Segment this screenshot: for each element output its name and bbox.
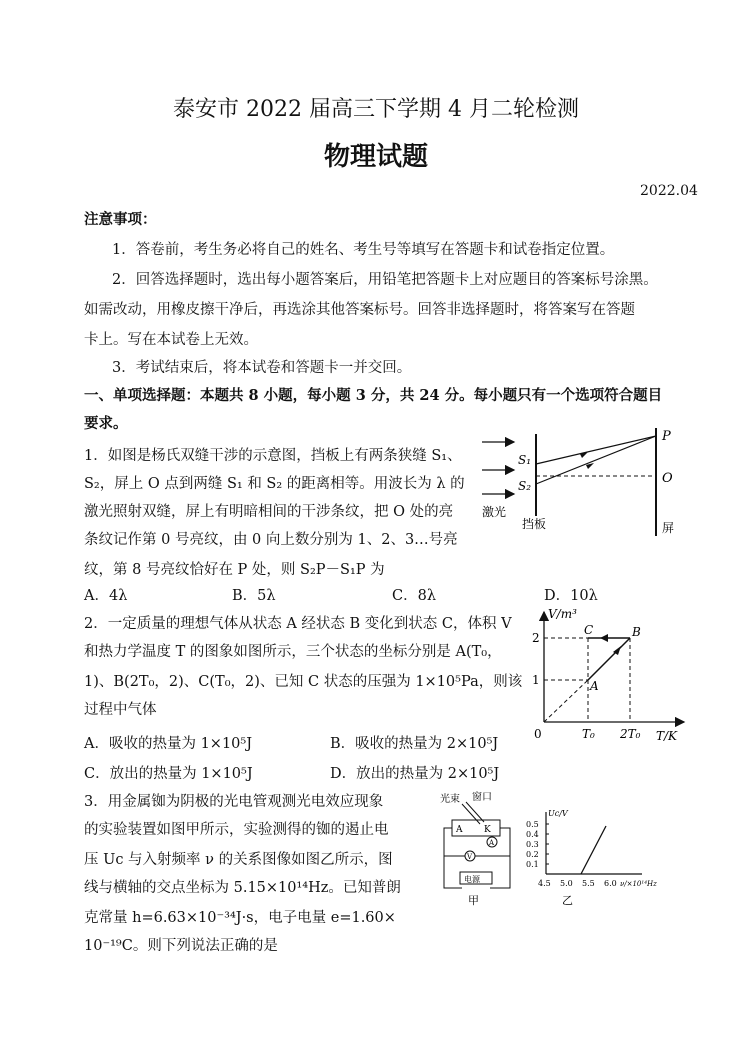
q1-line-1: 1．如图是杨氏双缝干涉的示意图，挡板上有两条狭缝 S₁、 bbox=[84, 448, 462, 464]
exam-date: 2022.04 bbox=[640, 183, 698, 199]
apparatus-figure bbox=[440, 790, 522, 908]
q1-line-2: S₂，屏上 O 点到两缝 S₁ 和 S₂ 的距离相等。用波长为 λ 的 bbox=[84, 476, 465, 492]
tick-2t0: 2T₀ bbox=[620, 727, 641, 741]
q3-line-4: 线与横轴的交点坐标为 5.15×10¹⁴Hz。已知普朗 bbox=[84, 880, 401, 896]
subject-title: 物理试题 bbox=[323, 142, 428, 172]
label-voltmeter: V bbox=[467, 853, 473, 861]
q1-line-3: 激光照射双缝，屏上有明暗相间的干涉条纹，把 O 处的亮 bbox=[84, 504, 454, 520]
label-s1: S₁ bbox=[518, 453, 532, 467]
q2-option-d: D．放出的热量为 2×10⁵J bbox=[330, 766, 500, 782]
point-c: C bbox=[584, 623, 594, 637]
freq-axis-label: ν/×10¹⁴Hz bbox=[620, 880, 657, 888]
section1-heading-b: 要求。 bbox=[84, 415, 128, 432]
q3-line-1: 3．用金属铷为阴极的光电管观测光电效应现象 bbox=[84, 794, 384, 810]
uc-axis-label: Uc/V bbox=[548, 809, 568, 818]
point-b: B bbox=[632, 625, 641, 639]
ytick-0-1: 0.1 bbox=[526, 860, 539, 869]
label-laser: 激光 bbox=[482, 505, 507, 519]
xtick-4-5: 4.5 bbox=[538, 879, 551, 888]
caption-jia: 甲 bbox=[468, 894, 479, 907]
uc-frequency-graph bbox=[522, 806, 672, 914]
notice-item-2a: 2．回答选择题时，选出每小题答案后，用铅笔把答题卡上对应题目的答案标号涂黑。 bbox=[112, 272, 658, 288]
caption-yi: 乙 bbox=[562, 894, 573, 907]
xtick-5-0: 5.0 bbox=[560, 879, 573, 888]
v-axis-label: V/m³ bbox=[548, 607, 577, 621]
q2-line-2: 和热力学温度 T 的图象如图所示，三个状态的坐标分别是 A(T₀， bbox=[84, 644, 502, 660]
notice-item-1: 1．答卷前，考生务必将自己的姓名、考生号等填写在答题卡和试卷指定位置。 bbox=[112, 242, 615, 258]
label-window: 窗口 bbox=[472, 792, 492, 803]
q2-option-a: A．吸收的热量为 1×10⁵J bbox=[84, 736, 253, 752]
q1-line-5: 纹，第 8 号亮纹恰好在 P 处，则 S₂P－S₁P 为 bbox=[84, 562, 385, 578]
xtick-5-5: 5.5 bbox=[582, 879, 595, 888]
section1-heading-a: 一、单项选择题：本题共 8 小题，每小题 3 分，共 24 分。每小题只有一个选项符合题目 bbox=[84, 387, 663, 404]
q1-option-c: C．8λ bbox=[392, 588, 437, 604]
xtick-6-0: 6.0 bbox=[604, 879, 617, 888]
q2-option-c: C．放出的热量为 1×10⁵J bbox=[84, 766, 253, 782]
label-screen: 屏 bbox=[662, 521, 675, 535]
ytick-0-3: 0.3 bbox=[526, 840, 539, 849]
q3-line-3: 压 Uc 与入射频率 ν 的关系图像如图乙所示，图 bbox=[84, 852, 393, 868]
ytick-0-2: 0.2 bbox=[526, 850, 539, 859]
q1-line-4: 条纹记作第 0 号亮纹，由 0 向上数分别为 1、2、3…号亮 bbox=[84, 532, 458, 548]
label-p: P bbox=[662, 429, 671, 444]
label-baffle: 挡板 bbox=[522, 517, 547, 531]
q3-line-2: 的实验装置如图甲所示，实验测得的铷的遏止电 bbox=[84, 822, 389, 838]
q2-option-b: B．吸收的热量为 2×10⁵J bbox=[330, 736, 499, 752]
label-anode: A bbox=[456, 825, 463, 835]
tick-t0: T₀ bbox=[582, 727, 595, 741]
tick-v1: 1 bbox=[532, 673, 540, 687]
notice-item-3: 3．考试结束后，将本试卷和答题卡一并交回。 bbox=[112, 360, 412, 376]
q2-line-3: 1)、B(2T₀，2)、C(T₀，2)、已知 C 状态的压强为 1×10⁵Pa，则该 bbox=[84, 674, 523, 690]
label-ammeter: A bbox=[489, 839, 495, 847]
label-s2: S₂ bbox=[518, 479, 532, 493]
ytick-0-4: 0.4 bbox=[526, 830, 539, 839]
tick-v2: 2 bbox=[532, 631, 540, 645]
label-source: 电源 bbox=[464, 875, 480, 884]
exam-title: 泰安市 2022 届高三下学期 4 月二轮检测 bbox=[173, 97, 579, 122]
double-slit-figure bbox=[476, 424, 696, 544]
extension-line bbox=[544, 680, 588, 722]
point-a: A bbox=[590, 679, 599, 693]
notice-item-2c: 卡上。写在本试卷上无效。 bbox=[84, 332, 258, 348]
notice-item-2b: 如需改动，用橡皮擦干净后，再选涂其他答案标号。回答非选择题时，将答案写在答题 bbox=[84, 302, 635, 318]
v-t-graph bbox=[528, 604, 700, 764]
uc-line bbox=[581, 826, 606, 874]
q2-line-1: 2．一定质量的理想气体从状态 A 经状态 B 变化到状态 C，体积 V bbox=[84, 616, 512, 632]
q1-option-d: D．10λ bbox=[544, 588, 598, 604]
label-cathode: K bbox=[484, 825, 491, 835]
process-a-b bbox=[588, 638, 630, 680]
q3-line-5: 克常量 h=6.63×10⁻³⁴J·s，电子电量 e=1.60× bbox=[84, 910, 396, 926]
t-axis-label: T/K bbox=[656, 729, 678, 743]
q1-option-b: B．5λ bbox=[232, 588, 276, 604]
q1-option-a: A．4λ bbox=[84, 588, 128, 604]
label-o: O bbox=[662, 471, 673, 486]
ytick-0-5: 0.5 bbox=[526, 820, 539, 829]
tick-origin: 0 bbox=[534, 727, 542, 741]
notice-heading: 注意事项： bbox=[84, 211, 157, 228]
q2-line-4: 过程中气体 bbox=[84, 702, 157, 718]
q3-line-6: 10⁻¹⁹C。则下列说法正确的是 bbox=[84, 938, 278, 954]
label-beam: 光束 bbox=[440, 794, 460, 805]
